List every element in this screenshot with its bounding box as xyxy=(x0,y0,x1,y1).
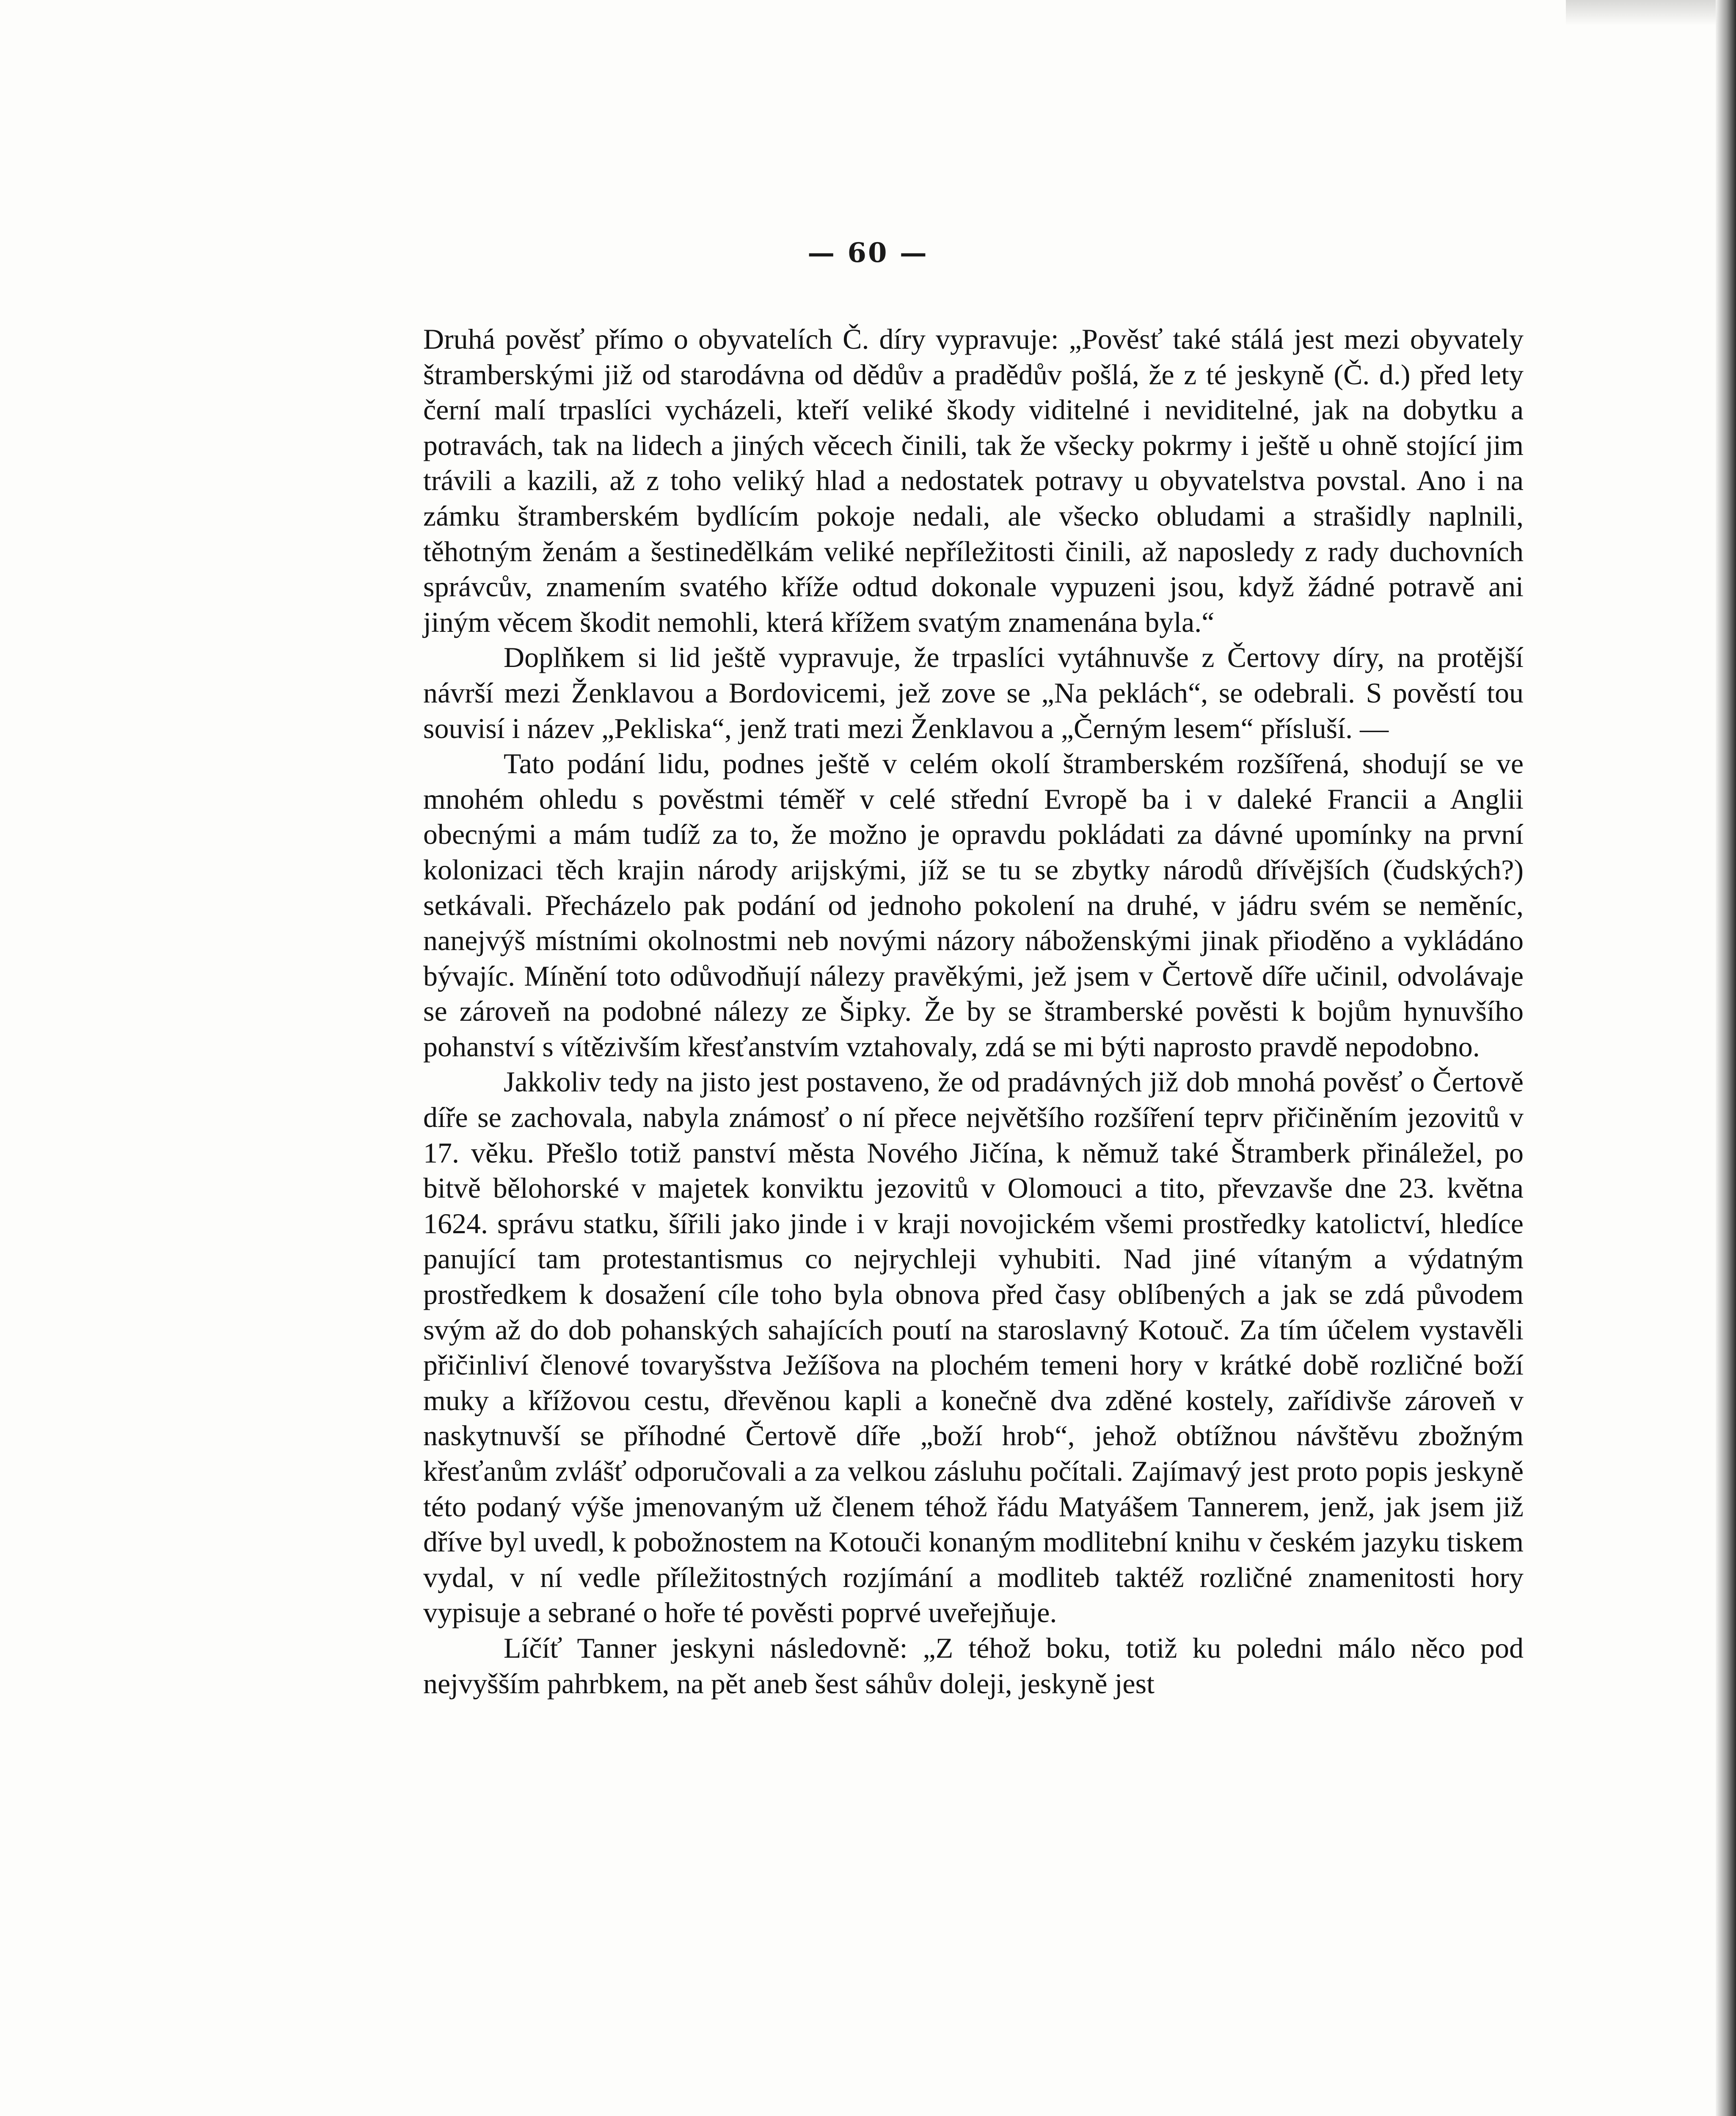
scan-shadow-right xyxy=(1716,0,1736,2116)
paragraph-3: Tato podání lidu, podnes ještě v celém okolí štramberském rozšířená, shodují se ve mnohém ohledu s pověstmi téměř v celé střední Evropě ba i v daleké Francii a Anglii obecnými a mám tudíž za to, že možno je opravdu pokládati za dávné upomínky na první kolonizaci těch krajin národy arijskými, jíž se tu se zbytky národů dřívějších (čudských?) setkávali. Přecházelo pak podání od jednoho pokolení na druhé, v jádru svém se neměníc, nanejvýš místními okolnostmi neb novými názory náboženskými jinak přioděno a vykládáno bývajíc. Mínění toto odůvodňují nálezy pravěkými, jež jsem v Čertově díře učinil, odvolávaje se zároveň na podobné nálezy ze Šipky. Že by se štramberské pověsti k bojům hynuvšího pohanství s vítězivším křesťanstvím vztahovaly, zdá se mi býti naprosto pravdě nepodobno. xyxy=(423,747,1524,1063)
paragraph-2: Doplňkem si lid ještě vypravuje, že trpaslíci vytáhnuvše z Čertovy díry, na protější návrší mezi Ženklavou a Bordovicemi, jež zove se „Na peklách“, se odebrali. S pověstí tou souvisí i název „Pekliska“, jenž trati mezi Ženklavou a „Černým lesem“ přísluší. — xyxy=(423,641,1524,744)
paragraph-1: Druhá pověsť přímo o obyvatelích Č. díry vypravuje: „Pověsť také stálá jest mezi obyvately štramberskými již od starodávna od dědův a pradědův pošlá, že z té jeskyně (Č. d.) před lety černí malí trpaslíci vycházeli, kteří veliké škody viditelné i neviditelné, jak na dobytku a potravách, tak na lidech a jiných věcech činili, tak že všecky pokrmy i ještě u ohně stojící jim trávili a kazili, až z toho veliký hlad a nedostatek potravy u obyvatelstva povstal. Ano i na zámku štramberském bydlícím pokoje nedali, ale všecko obludami a strašidly naplnili, těhotným ženám a šestinedělkám veliké nepříležitosti činili, až naposledy z rady duchovních správcův, znamením svatého kříže odtud dokonale vypuzeni jsou, když žádné potravě ani jiným věcem škodit nemohli, která křížem svatým znamenána byla.“ xyxy=(423,323,1524,638)
paragraph-5: Líčíť Tanner jeskyni následovně: „Z téhož boku, totiž ku poledni málo něco pod nejvyšším pahrbkem, na pět aneb šest sáhův doleji, jeskyně jest xyxy=(423,1631,1524,1700)
body-text xyxy=(423,322,1524,1701)
scan-shadow-top xyxy=(1566,0,1716,25)
paragraph-4: Jakkoliv tedy na jisto jest postaveno, že od pradávných již dob mnohá pověsť o Čertově díře se zachovala, nabyla známosť o ní přece největšího rozšíření teprv přičiněním jezovitů v 17. věku. Přešlo totiž panství města Nového Jičína, k němuž také Štramberk přináležel, po bitvě bělohorské v majetek konviktu jezovitů v Olomouci a tito, převzavše dne 23. května 1624. správu statku, šířili jako jinde i v kraji novojickém všemi prostředky katolictví, hledíce panující tam protestantismus co nejrychleji vyhubiti. Nad jiné vítaným a výdatným prostředkem k dosažení cíle toho byla obnova před časy oblíbených a jak se zdá původem svým až do dob pohanských sahajících poutí na staroslavný Kotouč. Za tím účelem vystavěli přičinliví členové tovaryšstva Ježíšova na plochém temeni hory v krátké době rozličné boží muky a křížovou cestu, dřevěnou kapli a konečně dva zděné kostely, zařídivše zároveň v naskytnuvší se příhodné Čertově díře „boží hrob“, jehož obtížnou návštěvu zbožným křesťanům zvlášť odporučovali a za velkou zásluhu počítali. Zajímavý jest proto popis jeskyně této podaný výše jmenovaným už členem téhož řádu Matyášem Tannerem, jenž, jak jsem již dříve byl uvedl, k pobožnostem na Kotouči konaným modlitební knihu v českém jazyku tiskem vydal, v ní vedle příležitostných rozjímání a modliteb taktéž rozličné znamenitosti hory vypisuje a sebrané o hoře té pověsti poprvé uveřejňuje. xyxy=(423,1066,1524,1629)
page-number: — 60 — xyxy=(807,237,929,269)
